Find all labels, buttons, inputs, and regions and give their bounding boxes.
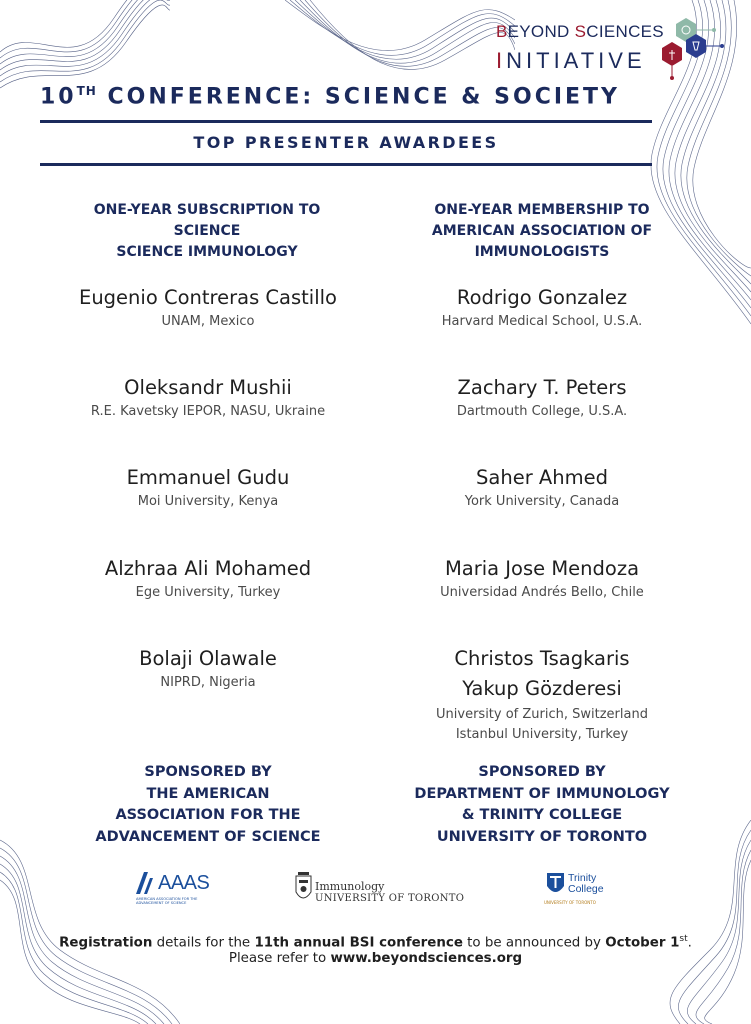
aaas-logo <box>136 870 216 910</box>
awardee-name: Christos Tsagkaris <box>454 647 630 670</box>
conference-name: CONFERENCE: SCIENCE & SOCIETY <box>96 84 620 110</box>
awardee-affiliation: Harvard Medical School, U.S.A. <box>441 314 643 329</box>
uoft-immunology-logo <box>295 866 470 910</box>
trinity-line1: Trinity <box>568 872 597 884</box>
awardee-left-5 <box>48 647 368 693</box>
awardee-left-2 <box>48 376 368 422</box>
uoft-department-label: Immunology <box>315 880 385 893</box>
footer-text: details for the <box>152 935 255 951</box>
aaas-wordmark: AAAS <box>158 872 210 894</box>
awardee-name: Alzhraa Ali Mohamed <box>104 557 312 580</box>
right-heading-line2: AMERICAN ASSOCIATION OF <box>431 223 653 239</box>
logo-letter-s: S <box>574 22 587 41</box>
sponsor-right-line1: SPONSORED BY <box>478 764 606 780</box>
aaas-full-name: AMERICAN ASSOCIATION FOR THE ADVANCEMENT OF SCIENCE <box>136 897 198 906</box>
awardee-name: Eugenio Contreras Castillo <box>79 286 337 309</box>
left-heading-line3: SCIENCE IMMUNOLOGY <box>116 244 298 260</box>
sponsor-left-line2: THE AMERICAN <box>146 785 270 802</box>
logo-letter-i: I <box>496 48 507 73</box>
right-column-heading <box>392 200 692 263</box>
trinity-university-label: UNIVERSITY OF TORONTO <box>544 900 596 905</box>
awardee-affiliation: York University, Canada <box>464 494 620 509</box>
awardee-affiliation: R.E. Kavetsky IEPOR, NASU, Ukraine <box>90 404 326 419</box>
footer-text: to be announced by <box>462 935 606 951</box>
logo-text-ciences: CIENCES <box>586 22 664 41</box>
awardee-name: Yakup Gözderesi <box>462 677 622 700</box>
logo-text-line1 <box>496 22 664 42</box>
sponsor-right-line2: DEPARTMENT OF IMMUNOLOGY <box>414 785 670 802</box>
beyond-sciences-logo <box>492 14 742 84</box>
awardee-left-3 <box>48 466 368 512</box>
sponsor-right <box>382 762 702 848</box>
conference-title <box>40 84 660 109</box>
awardees-subtitle: TOP PRESENTER AWARDEES <box>193 133 499 152</box>
awardee-right-5-shared <box>382 647 702 745</box>
awardee-affiliation: Moi University, Kenya <box>137 494 279 509</box>
sponsor-left-line4: ADVANCEMENT OF SCIENCE <box>95 828 321 845</box>
awardee-right-2 <box>382 376 702 422</box>
awardee-affiliation: UNAM, Mexico <box>161 314 255 329</box>
trinity-college-logo <box>544 872 614 908</box>
awardee-name: Zachary T. Peters <box>457 376 627 399</box>
divider-bottom <box>40 163 652 166</box>
conference-ordinal: TH <box>76 84 97 98</box>
uoft-crest-icon <box>295 872 312 904</box>
logo-text-line2 <box>496 48 646 74</box>
hexagon-icons <box>642 18 738 84</box>
left-heading-line2: SCIENCE <box>173 223 241 239</box>
awardee-affiliation: Istanbul University, Turkey <box>455 727 629 742</box>
footer-date-ordinal: st <box>679 934 688 944</box>
awardee-left-4 <box>48 557 368 603</box>
awardee-name: Oleksandr Mushii <box>124 376 292 399</box>
divider-top <box>40 120 652 123</box>
left-column-heading <box>57 200 357 263</box>
awardee-name: Saher Ahmed <box>476 466 608 489</box>
left-heading-line1: ONE-YEAR SUBSCRIPTION TO <box>93 202 321 218</box>
sponsor-right-line4: UNIVERSITY OF TORONTO <box>436 828 648 845</box>
sponsor-left-line1: SPONSORED BY <box>144 764 272 780</box>
aaas-mark-icon <box>136 872 156 894</box>
right-heading-line3: IMMUNOLOGISTS <box>474 244 610 260</box>
wave-decoration-bottom-left <box>0 830 180 1024</box>
conference-number: 10 <box>40 84 77 110</box>
awardee-affiliation: University of Zurich, Switzerland <box>436 707 648 722</box>
sponsor-left-line3: ASSOCIATION FOR THE <box>115 807 301 823</box>
trinity-wordmark <box>568 873 604 895</box>
footer-conference: 11th annual BSI conference <box>254 935 463 951</box>
wave-decoration-bottom-right <box>620 820 751 1024</box>
awardee-right-3 <box>382 466 702 512</box>
awardee-name: Bolaji Olawale <box>139 647 277 670</box>
awardee-name: Rodrigo Gonzalez <box>456 286 628 309</box>
right-heading-line1: ONE-YEAR MEMBERSHIP TO <box>434 202 650 218</box>
awardee-left-1 <box>48 286 368 332</box>
sponsor-left <box>48 762 368 848</box>
awardee-name: Emmanuel Gudu <box>126 466 290 489</box>
footer-period: . <box>687 935 692 951</box>
awardee-affiliation: Dartmouth College, U.S.A. <box>456 404 628 419</box>
awardee-affiliation: Universidad Andrés Bello, Chile <box>440 585 644 600</box>
footer-refer-text: Please refer to <box>228 951 331 966</box>
sponsor-right-line3: & TRINITY COLLEGE <box>461 807 623 823</box>
awardee-affiliation: Ege University, Turkey <box>135 585 281 600</box>
uoft-name-label: UNIVERSITY OF TORONTO <box>315 893 465 904</box>
wave-decoration-top-center <box>285 0 515 85</box>
awardee-right-1 <box>382 286 702 332</box>
awardee-name: Maria Jose Mendoza <box>444 557 640 580</box>
awardee-affiliation: NIPRD, Nigeria <box>160 675 256 690</box>
footer-date: October 1 <box>605 935 680 951</box>
website-link[interactable]: www.beyondsciences.org <box>330 951 523 966</box>
awardee-right-4 <box>382 557 702 603</box>
wave-decoration-top-left <box>0 0 170 95</box>
footer-registration: Registration <box>59 935 153 951</box>
logo-text-eyond: EYOND <box>507 22 575 41</box>
footer-line2 <box>0 949 751 969</box>
trinity-line2: College <box>568 883 604 895</box>
logo-text-nitiative: NITIATIVE <box>506 48 646 73</box>
trinity-crest-icon <box>546 872 565 896</box>
logo-letter-b: B <box>496 22 508 41</box>
